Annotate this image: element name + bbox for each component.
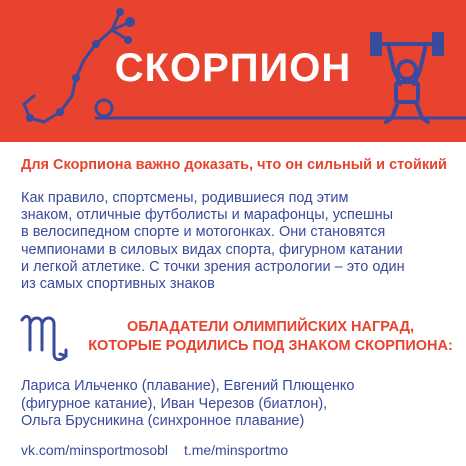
body-line: из самых спортивных знаков [21, 276, 215, 293]
header-banner [0, 0, 466, 142]
award-heading [78, 318, 463, 356]
winners-list [21, 378, 461, 431]
winners-line: (фигурное катание), Иван Черезов (биатлон), [21, 395, 328, 412]
body-text [21, 190, 461, 293]
star-ring [96, 100, 112, 116]
winners-line: Лариса Ильченко (плавание), Евгений Плющенко [21, 378, 355, 394]
telegram-link[interactable]: t.me/minsportmo [183, 442, 289, 458]
body-line: знаком, отличные футболисты и марафонцы, успешны [21, 207, 394, 224]
award-heading-line: ОБЛАДАТЕЛИ ОЛИМПИЙСКИХ НАГРАД, [127, 319, 414, 335]
body-line: чемпионами в силовых видах спорта, фигурном катании [21, 241, 403, 258]
social-links [21, 442, 461, 458]
award-heading-line: КОТОРЫЕ РОДИЛИСЬ ПОД ЗНАКОМ СКОРПИОНА: [88, 338, 453, 354]
vk-link[interactable]: vk.com/minsportmosobl [21, 442, 169, 458]
body-line: Как правило, спортсмены, родившиеся под этим [21, 190, 349, 206]
body-line: в велосипедном спорте и мотогонках. Они становятся [21, 224, 386, 241]
body-line: и легкой атлетике. С точки зрения астрологии – это один [21, 258, 405, 275]
page-title: СКОРПИОН [114, 46, 352, 90]
scorpio-sign-icon [18, 310, 72, 368]
subtitle: Для Скорпиона важно доказать, что он сильный и стойкий [21, 157, 447, 173]
winners-line: Ольга Брусникина (синхронное плавание) [21, 413, 305, 429]
